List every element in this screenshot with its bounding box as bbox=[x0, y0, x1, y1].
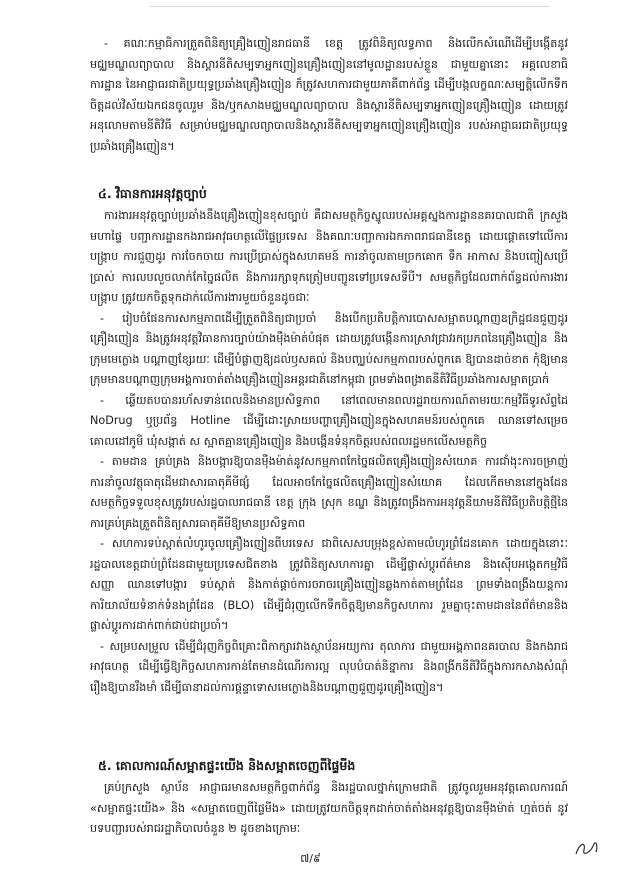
section-5-lead: គ្រប់ក្រសួង ស្ថាប័ន អាជ្ញាធរមានសមត្ថកិច្ចពាក់ព័ន្ធ និងរដ្ឋបាលថ្នាក់ក្រោមជាតិ ត្រូវចូលរួមអនុវត្តគោលការណ៍ «សម្អាតផ្ទះយើង» និង «សម្អាតចេញពីផ្ទៃមីង» ដោយត្រូវយកចិត្តទុកដាក់ចាត់តាំងអនុវត្តឱ្យបានម៉ឺងម៉ាត់ ហ្មត់ចត់ នូវបទបញ្ជារបស់រាជរដ្ឋាភិបាលចំនួន ២ ដូចខាងក្រោមៈ bbox=[90, 781, 568, 835]
section-5-heading: ៥. គោលការណ៍សម្អាតផ្ទះយើង និងសម្អាតចេញពីផ្ទៃមីង bbox=[98, 758, 356, 773]
intro-paragraph: - គណៈកម្មាធិការត្រួតពិនិត្យគ្រឿងញៀនរាជធានី ខេត្ត ត្រូវពិនិត្យលទ្ធភាព និងលើកសំណើដើម្បីបង្កើតនូវមជ្ឈមណ្ឌលព្យាបាល និងស្តារនីតិសម្បទាអ្នកញៀនគ្រឿងញៀននៅមូលដ្ឋានរបស់ខ្លួន ជាមួយគ្នានោះ អគ្គលេខាធិការដ្ឋាន នៃអាជ្ញាធរជាតិប្រយុទ្ធប្រឆាំងគ្រឿងញៀន ក៏ត្រូវសហការជាមួយភាគីពាក់ព័ន្ធ ដើម្បីបង្កលក្ខណៈសម្បត្តិលើកទឹកចិត្តដល់វិស័យឯកជនចូលរួម និង/ឬកសាងមជ្ឈមណ្ឌលព្យាបាល និងស្តារនីតិសម្បទាអ្នកញៀនគ្រឿងញៀន ដោយត្រូវអនុលោមតាមនីតិវិធី សម្រាប់មជ្ឈមណ្ឌលព្យាបាលនិងស្តារនីតិសម្បទាអ្នកញៀនគ្រឿងញៀន របស់អាជ្ញាធរជាតិប្រយុទ្ធប្រឆាំងគ្រឿងញៀន។ bbox=[90, 37, 568, 153]
intro-paragraph-block bbox=[90, 34, 568, 157]
section-4-bullet-2: - ឆ្លើយតបបានរហ័សទាន់ពេលនិងមានប្រសិទ្ធភាព នៅពេលមានពលរដ្ឋរាយការណ៍តាមរយៈកម្មវិធីទូរស័ព្ទដៃ NoDrug ឬប្រព័ន្ធ Hotline ដើម្បីដោះស្រាយបញ្ហាគ្រឿងញៀនក្នុងសហគមន៍របស់ពួកគេ ឈានទៅសម្រេចគោលដៅភូមិ ឃុំសង្កាត់ ស ស្អាតគ្មានគ្រឿងញៀន និងបង្កើនទំនុកចិត្តរបស់ពលរដ្ឋមកលើសមត្ថកិច្ច bbox=[90, 393, 568, 448]
page-number: ៧/៩ bbox=[300, 852, 321, 865]
top-rule-divider bbox=[150, 0, 550, 7]
section-4-bullet-3: - តាមដាន គ្រប់គ្រង និងបង្ការឱ្យបានម៉ឺងម៉ាត់នូវសកម្មភាពកែច្នៃផលិតគ្រឿងញៀនសំយោគ ការជាំងុះការចម្រាញ់ ការនាំចូលវត្ថុធាតុដើមជាសារធាតុគីមីផ្សំ ដែលអាចកែច្នៃផលិតគ្រឿងញៀនសំយោគ ដែលកើតមាននៅក្នុងដែនសមត្ថកិច្ចទទួលខុសត្រូវរបស់រដ្ឋបាលរាជធានី ខេត្ត ក្រុង ស្រុក ខណ្ឌ និងត្រូវពង្រឹងការអនុវត្តនីយាមនីតិវិធីប្រតិបត្តិថ្មីនៃការគ្រប់គ្រងត្រួតពិនិត្យសារធាតុគីមីឱ្យមានប្រសិទ្ធភាព bbox=[90, 455, 568, 530]
section-4-bullet-5: - សម្របសម្រួល ដើម្បីជំរុញកិច្ចពិគ្រោះពិភាក្សារវាងស្ថាប័នអយ្យការ តុលាការ ជាមួយអង្គភាពនគរបាល និងកងរាជអាវុធហត្ថ ដើម្បីធ្វើឱ្យកិច្ចសហការកាន់តែមានដំណើរការល្អ លុបបំបាត់និន្នាការ និងពង្រីកនីតិវិធីក្នុងការកសាងសំណុំរឿងឱ្យបានរឹងមាំ ដើម្បីធានាដល់ការផ្តន្ទាទោសមេក្លោងនិងបណ្តាញជួញដូរគ្រឿងញៀន។ bbox=[90, 639, 568, 694]
section-4-heading: ៤. វិធានការអនុវត្តច្បាប់ bbox=[98, 186, 207, 201]
section-4 bbox=[90, 182, 568, 698]
section-5 bbox=[90, 754, 568, 840]
section-4-bullet-4: - សហការទប់ស្កាត់លំហូរចូលគ្រឿងញៀនពីបរទេស ជាពិសេសបម្រុងខ្ពស់តាមលំហូរព្រំដែនគោក ដោយក្នុងនោះៈ រដ្ឋបាលខេត្តជាប់ព្រំដែនជាមួយប្រទេសជិតខាង ត្រូវពិនិត្យសហការគ្នា ដើម្បីផ្លាស់ប្តូរព័ត៌មាន និងស៊ើបអង្កេតកម្មវិធីសញ្ញា ឈានទៅបង្ការ ទប់ស្កាត់ និងកាត់ផ្តាច់ការចរាចរគ្រឿងញៀនឆ្លងកាត់តាមព្រំដែន ព្រមទាំងពង្រឹងយន្តការការិយាល័យទំនាក់ទំនងព្រំដែន (BLO) ដើម្បីជំរុញលើកទឹកចិត្តឱ្យមានកិច្ចសហការ រួមគ្នាចុះតាមដាននៃព័ត៌មាននិងផ្លាស់ប្តូរការដាក់ពាក់ជាប់ជាប្រចាំ។ bbox=[90, 537, 568, 632]
initials-signature bbox=[572, 838, 602, 860]
section-4-bullet-1: - រៀបចំផែនការសកម្មភាពដើម្បីត្រួតពិនិត្យជាប្រចាំ និងបើកប្រតិបត្តិការបោសសម្អាតបណ្តាញឧក្រិដ្ឋជនជួញដូរគ្រឿងញៀន និងត្រូវអនុវត្តវិធានការច្បាប់យ៉ាងម៉ឺងម៉ាត់បំផុត ដោយត្រូវបង្កើនការស្រាវជ្រាវរកប្រភពនៃគ្រឿងញៀន និងក្រុមមេក្លោង បណ្តាញខ្សែរយៈ ដើម្បីបំផ្លាញឱ្យដល់ឫសគល់ និងបញ្ឈប់សកម្មភាពរបស់ពួកគេ ឱ្យបានដាច់ខាត កុំឱ្យមានក្រុមមានបណ្តាញក្រុមអង្គការចាត់តាំងគ្រឿងញៀនអន្តរជាតិនៅកម្ពុជា ព្រមទាំងពង្រាតនីតិវិធីប្រឆាំងការសម្អាតប្រាក់ bbox=[90, 311, 568, 386]
section-4-lead: ការងារអនុវត្តច្បាប់ប្រឆាំងនឹងគ្រឿងញៀនខុសច្បាប់ គឺជាសមត្ថកិច្ចស្នូលរបស់អគ្គស្នងការដ្ឋាននគរបាលជាតិ ក្រសួងមហាផ្ទៃ បញ្ជាការដ្ឋានកងរាជអាវុធហត្ថលើផ្ទៃប្រទេស និងគណៈបញ្ជាការឯកភាពរាជធានីខេត្ត ដោយផ្តោតទៅលើការបង្ក្រាប ការជួញដូរ ការចែកចាយ ការប្រើប្រាស់ក្នុងសហគមន៍ ការនាំចូលតាមច្រកគោក ទឹក អាកាស និងបញ្ចៀសប្រើប្រាស់ ការលបលួចលាក់កែច្នៃផលិត និងការរក្សាទុកត្រៀមបញ្ជូនទៅប្រទេសទីបី។ សមត្ថកិច្ចដែលពាក់ព័ន្ធដល់ការងារបង្ក្រាប ត្រូវយកចិត្តទុកដាក់លើការងារមួយចំនួនដូចជាៈ bbox=[90, 209, 568, 304]
